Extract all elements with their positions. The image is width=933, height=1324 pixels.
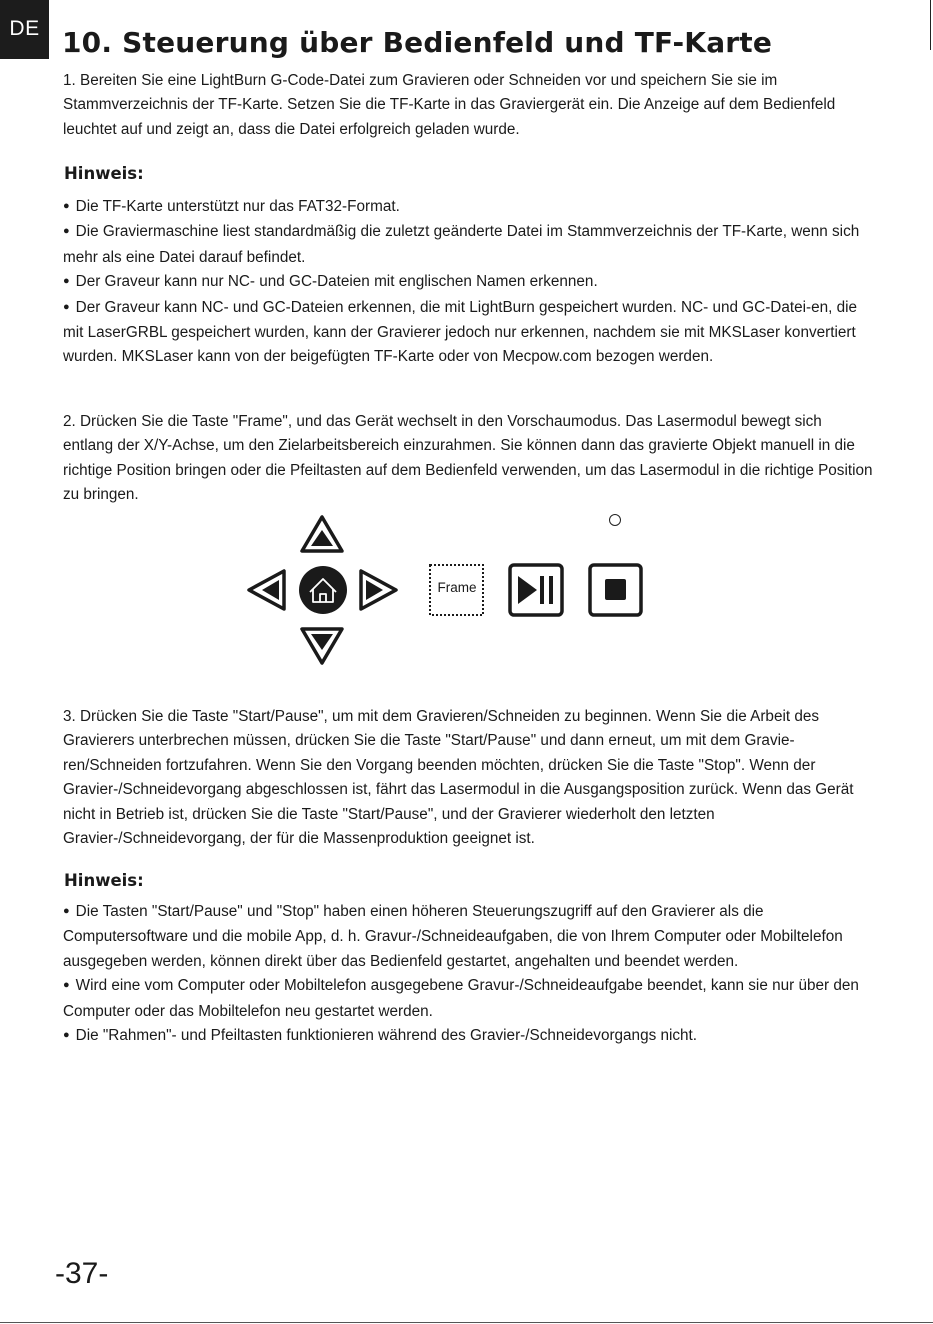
note-1-item: ● Die Graviermaschine liest standardmäßig die zuletzt geänderte Datei im Stammverzeichnis der TF-Karte, wenn sich mehr als eine Datei darauf befindet. [63,220,875,270]
home-icon [299,566,347,614]
step-3-paragraph [63,705,875,851]
note-1-list [63,195,875,370]
note-2-heading: Hinweis: [64,871,144,890]
bottom-edge-rule [0,1322,933,1323]
step-3-text: 3. Drücken Sie die Taste "Start/Pause", um mit dem Gravieren/Schneiden zu beginnen. Wenn Sie die Arbeit des Gravierers unterbrechen müssen, drücken Sie die Taste "Start/Pause" und dann erneut, um mit dem Gravie-ren/Schneiden fortzufahren. Wenn Sie den Vorgang beenden möchten, drücken Sie die Taste "Stop". Wenn der Gravier-/Schneidevorgang abgeschlossen ist, fährt das Lasermodul in die Ausgangsposition zurück. Wenn das Gerät nicht in Betrieb ist, drücken Sie die Taste "Start/Pause", und der Gravierer wiederholt den letzten Gravier-/Schneidevorgang, der für die Massenproduktion geeignet ist. [63,708,854,848]
note-1-item: ● Die TF-Karte unterstützt nur das FAT32-Format. [63,195,875,220]
note-1-heading: Hinweis: [64,164,144,183]
note-2-item: ● Wird eine vom Computer oder Mobiltelefon ausgegebene Gravur-/Schneideaufgabe beendet, kann sie nur über den Computer oder das Mobiltelefon neu gestartet werden. [63,974,875,1024]
step-2-text: 2. Drücken Sie die Taste "Frame", und das Gerät wechselt in den Vorschaumodus. Das Lasermodul bewegt sich entlang der X/Y-Achse, um den Zielarbeitsbereich einzurahmen. Sie können dann das gravierte Objekt manuell in die richtige Position bringen oder die Pfeiltasten auf dem Bedienfeld verwenden, um das Lasermodul in die richtige Position zu bringen. [63,413,873,504]
arrow-right-icon [361,571,396,609]
arrow-left-icon [249,571,284,609]
control-panel-illustration [240,505,660,675]
status-led-icon [609,514,621,526]
note-2-item: ● Die Tasten "Start/Pause" und "Stop" haben einen höheren Steuerungszugriff auf den Gravierer als die Computersoftware und die mobile App, d. h. Gravur-/Schneideaufgaben, die von Ihrem Computer oder Mobiltelefon ausgegeben werden, können direkt über das Bedienfeld gestartet, angehalten und beendet werden. [63,900,875,974]
play-pause-icon [510,565,562,615]
note-2-item: ● Die "Rahmen"- und Pfeiltasten funktionieren während des Gravier-/Schneidevorgangs nicht. [63,1024,875,1049]
language-tab: DE [0,0,49,59]
arrow-up-icon [302,517,342,551]
page-title: 10. Steuerung über Bedienfeld und TF-Karte [62,26,773,59]
top-edge-rule [930,0,931,50]
note-2-list [63,900,875,1049]
step-1-paragraph [63,69,875,142]
page-number: -37- [55,1257,109,1290]
step-1-text: 1. Bereiten Sie eine LightBurn G-Code-Datei zum Gravieren oder Schneiden vor und speichern Sie sie im Stammverzeichnis der TF-Karte. Setzen Sie die TF-Karte in das Graviergerät ein. Die Anzeige auf dem Bedienfeld leuchtet auf und zeigt an, dass die Datei erfolgreich geladen wurde. [63,72,836,138]
step-2-paragraph [63,410,875,508]
note-1-item: ● Der Graveur kann NC- und GC-Dateien erkennen, die mit LightBurn gespeichert wurden. NC- und GC-Datei-en, die mit LaserGRBL gespeichert wurden, kann der Gravierer jedoch nur erkennen, nachdem sie mit MKSLaser konvertiert wurden. MKSLaser kann von der beigefügten TF-Karte oder von Mecpow.com bezogen werden. [63,296,875,370]
note-1-item: ● Der Graveur kann nur NC- und GC-Dateien mit englischen Namen erkennen. [63,270,875,295]
frame-button: Frame [437,580,477,595]
stop-icon [590,565,641,615]
arrow-down-icon [302,629,342,663]
